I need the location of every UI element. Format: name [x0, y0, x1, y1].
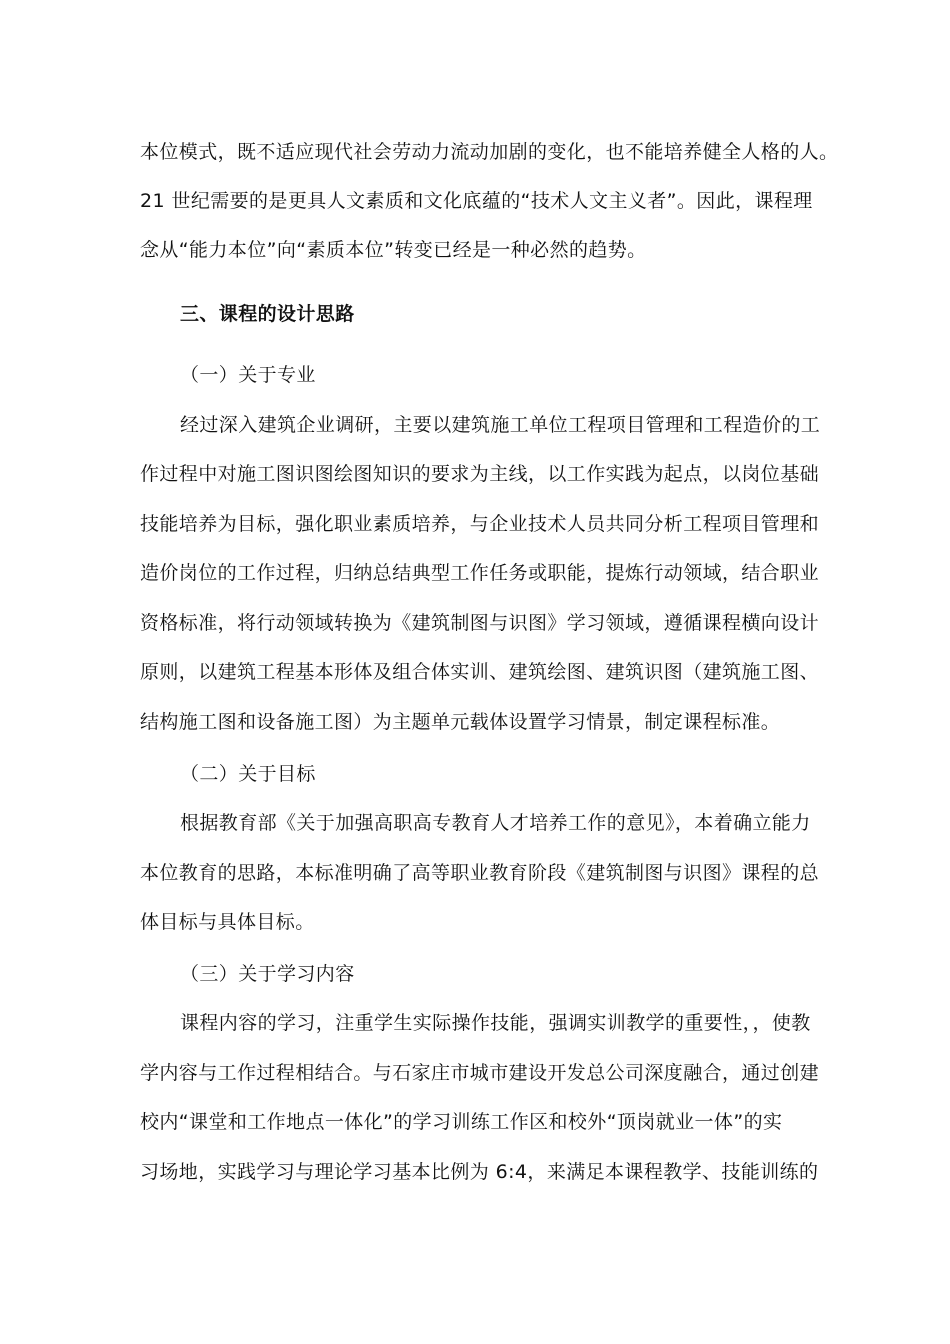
paragraph-line: 资格标准，将行动领域转换为《建筑制图与识图》学习领域，遵循课程横向设计 — [140, 612, 820, 634]
intro-line-2: 21 世纪需要的是更具人文素质和文化底蕴的“技术人文主义者”。因此，课程理 — [140, 190, 813, 212]
paragraph-line: 技能培养为目标，强化职业素质培养，与企业技术人员共同分析工程项目管理和 — [140, 513, 820, 535]
paragraph-line: 结构施工图和设备施工图）为主题单元载体设置学习情景，制定课程标准。 — [140, 711, 781, 733]
paragraph-line: 学内容与工作过程相结合。与石家庄市城市建设开发总公司深度融合，通过创建 — [140, 1062, 820, 1084]
subsection-title-major: （一）关于专业 — [180, 364, 316, 386]
paragraph-line: 根据教育部《关于加强高职高专教育人才培养工作的意见》，本着确立能力 — [180, 812, 811, 834]
paragraph-line: 作过程中对施工图识图绘图知识的要求为主线，以工作实践为起点，以岗位基础 — [140, 463, 820, 485]
paragraph-line: 造价岗位的工作过程，归纳总结典型工作任务或职能，提炼行动领域，结合职业 — [140, 562, 820, 584]
intro-line-1: 本位模式，既不适应现代社会劳动力流动加剧的变化，也不能培养健全人格的人。 — [140, 141, 839, 163]
paragraph-line: 习场地，实践学习与理论学习基本比例为 6:4，来满足本课程教学、技能训练的 — [140, 1161, 819, 1183]
paragraph-line: 体目标与具体目标。 — [140, 911, 315, 933]
paragraph-line: 原则，以建筑工程基本形体及组合体实训、建筑绘图、建筑识图（建筑施工图、 — [140, 661, 820, 683]
paragraph-line: 课程内容的学习，注重学生实际操作技能，强调实训教学的重要性，，使教 — [180, 1012, 811, 1034]
intro-line-3: 念从“能力本位”向“素质本位”转变已经是一种必然的趋势。 — [140, 239, 647, 261]
subsection-title-content: （三）关于学习内容 — [180, 963, 355, 985]
subsection-title-goals: （二）关于目标 — [180, 763, 316, 785]
paragraph-line: 本位教育的思路，本标准明确了高等职业教育阶段《建筑制图与识图》课程的总 — [140, 862, 820, 884]
paragraph-line: 经过深入建筑企业调研，主要以建筑施工单位工程项目管理和工程造价的工 — [180, 414, 821, 436]
section-heading: 三、课程的设计思路 — [180, 303, 355, 325]
paragraph-line: 校内“课堂和工作地点一体化”的学习训练工作区和校外“顶岗就业一体”的实 — [140, 1111, 783, 1133]
